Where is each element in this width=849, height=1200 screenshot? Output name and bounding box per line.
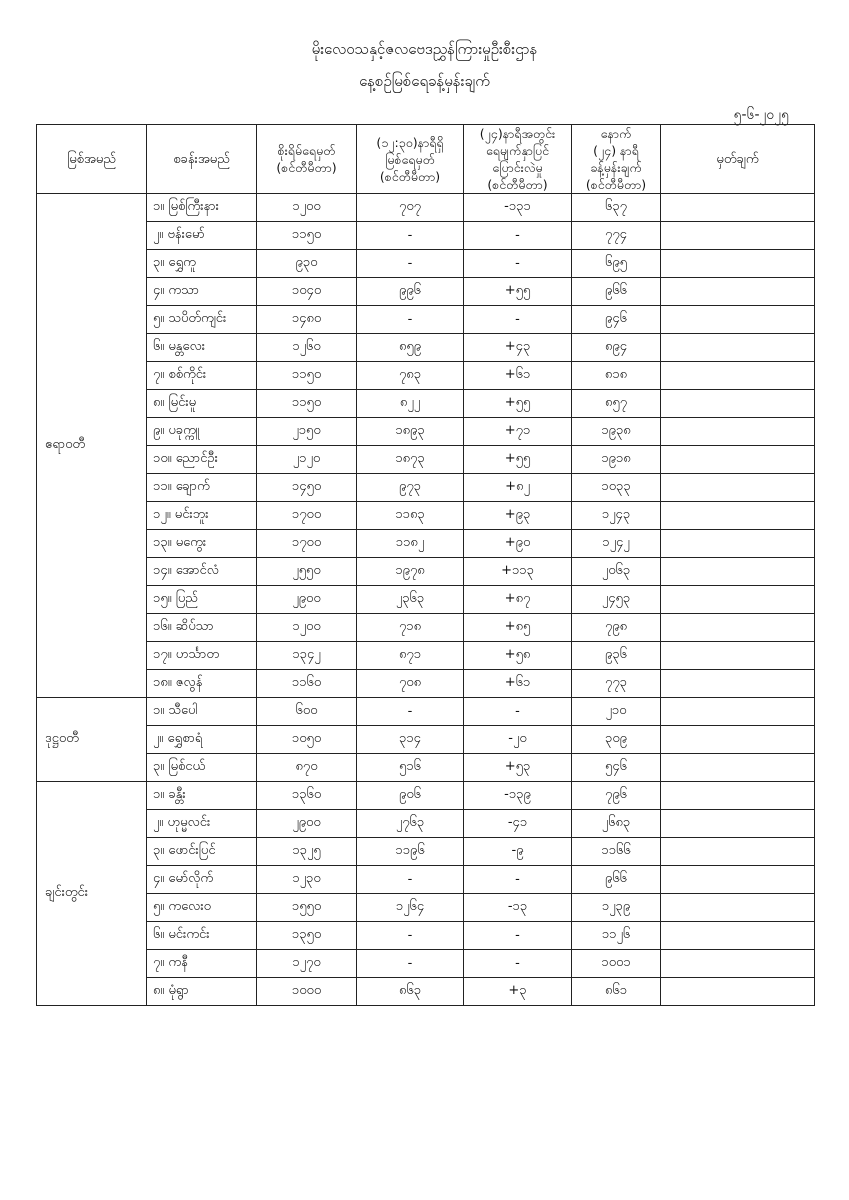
remark bbox=[661, 978, 815, 1006]
remark bbox=[661, 950, 815, 978]
remark bbox=[661, 194, 815, 222]
level-change: +၅၅ bbox=[464, 390, 572, 418]
level-change: +၅၅ bbox=[464, 446, 572, 474]
level-change: - bbox=[464, 922, 572, 950]
level-change: +၈၅ bbox=[464, 614, 572, 642]
danger-level: ၁၃၆၀ bbox=[257, 782, 357, 810]
station-name-header bbox=[147, 125, 257, 194]
forecast-level: ၁၂၄၂ bbox=[572, 530, 661, 558]
level-change: +၅၅ bbox=[464, 278, 572, 306]
forecast-level: ၁၂၄၃ bbox=[572, 502, 661, 530]
table-row bbox=[37, 642, 815, 670]
forecast-level: ၈၅၇ bbox=[572, 390, 661, 418]
danger-level: ၁၂၆၀ bbox=[257, 334, 357, 362]
station-name: ၅။ သပိတ်ကျင်း bbox=[147, 306, 257, 334]
station-name: ၁။ သီပေါ bbox=[147, 698, 257, 726]
station-name: ၂။ ရွှေစာရံ bbox=[147, 726, 257, 754]
danger-level: ၁၄၅၀ bbox=[257, 474, 357, 502]
header-line: မြစ်ရေမှတ် bbox=[385, 151, 435, 167]
forecast-level: ၇၇၃ bbox=[572, 670, 661, 698]
river-name-header bbox=[37, 125, 147, 194]
water-level: - bbox=[357, 922, 464, 950]
water-level: ၇၀၈ bbox=[357, 670, 464, 698]
forecast-level: ၆၃၇ bbox=[572, 194, 661, 222]
remark bbox=[661, 726, 815, 754]
remark bbox=[661, 810, 815, 838]
forecast-level: ၅၄၆ bbox=[572, 754, 661, 782]
header-line: (၂၄) နာရီ bbox=[593, 143, 639, 158]
danger-level: ၂၉၀၀ bbox=[257, 810, 357, 838]
table-row bbox=[37, 194, 815, 222]
level-change: -၁၃၁ bbox=[464, 194, 572, 222]
remark bbox=[661, 222, 815, 250]
station-name: ၁။ မြစ်ကြီးနား bbox=[147, 194, 257, 222]
forecast-level: ၂၄၅၃ bbox=[572, 586, 661, 614]
station-name: ၇။ စစ်ကိုင်း bbox=[147, 362, 257, 390]
level-change: +၇၁ bbox=[464, 418, 572, 446]
header-line: (စင်တီမီတာ) bbox=[585, 177, 647, 192]
danger-level: ၁၁၅၀ bbox=[257, 362, 357, 390]
remark bbox=[661, 698, 815, 726]
header-line: ရေမျက်နှာပြင် bbox=[485, 143, 550, 158]
level-change: +၃ bbox=[464, 978, 572, 1006]
forecast-level: ၁၁၂၆ bbox=[572, 922, 661, 950]
forecast-level: ၁၀၀၁ bbox=[572, 950, 661, 978]
forecast-level: ၁၉၃၈ bbox=[572, 418, 661, 446]
water-level: ၈၅၉ bbox=[357, 334, 464, 362]
forecast-level: ၇၉၈ bbox=[572, 614, 661, 642]
danger-level: ၁၂၀၀ bbox=[257, 614, 357, 642]
table-row bbox=[37, 614, 815, 642]
water-level-header bbox=[357, 125, 464, 194]
level-change: +၈၇ bbox=[464, 586, 572, 614]
forecast-24h-header bbox=[572, 125, 661, 194]
level-change: +၉၀ bbox=[464, 530, 572, 558]
danger-level: ၁၇၀၀ bbox=[257, 530, 357, 558]
level-change: -၄၁ bbox=[464, 810, 572, 838]
danger-level: ၁၀၅၀ bbox=[257, 726, 357, 754]
forecast-level: ၉၆၆ bbox=[572, 278, 661, 306]
forecast-level: ၈၉၄ bbox=[572, 334, 661, 362]
water-level: ၃၁၄ bbox=[357, 726, 464, 754]
remark bbox=[661, 558, 815, 586]
water-level: ၂၃၆၃ bbox=[357, 586, 464, 614]
table-row bbox=[37, 866, 815, 894]
water-level: ၇၈၃ bbox=[357, 362, 464, 390]
station-name: ၁၆။ ဆိပ်သာ bbox=[147, 614, 257, 642]
remarks-header bbox=[661, 125, 815, 194]
river-name: ဧရာဝတီ bbox=[37, 194, 147, 698]
table-row bbox=[37, 586, 815, 614]
header-line: (၁၂:၃၀)နာရီရှိ bbox=[376, 134, 444, 150]
danger-level: ၉၃၀ bbox=[257, 250, 357, 278]
station-name: ၂။ ဗန်းမော် bbox=[147, 222, 257, 250]
station-name: ၁၇။ ဟင်္သာတ bbox=[147, 642, 257, 670]
header-line: မြစ်အမည် bbox=[67, 151, 116, 167]
forecast-level: ၁၉၁၈ bbox=[572, 446, 661, 474]
table-row bbox=[37, 754, 815, 782]
remark bbox=[661, 362, 815, 390]
danger-level: ၂၁၅၀ bbox=[257, 418, 357, 446]
station-name: ၁။ ခန္တီး bbox=[147, 782, 257, 810]
danger-level: ၁၇၀၀ bbox=[257, 502, 357, 530]
level-change: +၄၃ bbox=[464, 334, 572, 362]
remark bbox=[661, 334, 815, 362]
water-level: ၁၁၉၆ bbox=[357, 838, 464, 866]
forecast-level: ၉၃၆ bbox=[572, 642, 661, 670]
table-row bbox=[37, 474, 815, 502]
water-level: ၉၇၃ bbox=[357, 474, 464, 502]
remark bbox=[661, 502, 815, 530]
level-change: +၅၃ bbox=[464, 754, 572, 782]
forecast-level: ၈၆၁ bbox=[572, 978, 661, 1006]
danger-level: ၁၃၄၂ bbox=[257, 642, 357, 670]
table-row bbox=[37, 334, 815, 362]
station-name: ၇။ ကနီ bbox=[147, 950, 257, 978]
remark bbox=[661, 866, 815, 894]
water-level: - bbox=[357, 306, 464, 334]
table-row bbox=[37, 978, 815, 1006]
header-line: မှတ်ချက် bbox=[716, 151, 759, 167]
forecast-level: ၂၁၀ bbox=[572, 698, 661, 726]
water-level: ၁၈၉၃ bbox=[357, 418, 464, 446]
station-name: ၁၈။ ဇလွန် bbox=[147, 670, 257, 698]
table-row bbox=[37, 838, 815, 866]
danger-level: ၂၉၀၀ bbox=[257, 586, 357, 614]
station-name: ၈။ မုံရွာ bbox=[147, 978, 257, 1006]
forecast-level: ၂၀၆၃ bbox=[572, 558, 661, 586]
table-row bbox=[37, 222, 815, 250]
level-change: +၅၈ bbox=[464, 642, 572, 670]
water-level: ၁၁၈၃ bbox=[357, 502, 464, 530]
table-row bbox=[37, 362, 815, 390]
header-line: (စင်တီမီတာ) bbox=[487, 177, 548, 192]
danger-level: ၁၃၅၀ bbox=[257, 922, 357, 950]
station-name: ၅။ ကလေးဝ bbox=[147, 894, 257, 922]
table-row bbox=[37, 278, 815, 306]
water-level: - bbox=[357, 866, 464, 894]
danger-level: ၁၂၇၀ bbox=[257, 950, 357, 978]
station-name: ၁၂။ မင်းဘူး bbox=[147, 502, 257, 530]
station-name: ၉။ ပခုက္ကူ bbox=[147, 418, 257, 446]
forecast-level: ၁၂၃၉ bbox=[572, 894, 661, 922]
level-change: - bbox=[464, 222, 572, 250]
danger-level: ၁၃၂၅ bbox=[257, 838, 357, 866]
station-name: ၁၃။ မကွေး bbox=[147, 530, 257, 558]
danger-level: ၁၂၃၀ bbox=[257, 866, 357, 894]
level-change: - bbox=[464, 306, 572, 334]
water-level: ၈၆၃ bbox=[357, 978, 464, 1006]
forecast-level: ၇၉၆ bbox=[572, 782, 661, 810]
station-name: ၄။ ကသာ bbox=[147, 278, 257, 306]
station-name: ၃။ မြစ်ငယ် bbox=[147, 754, 257, 782]
remark bbox=[661, 306, 815, 334]
header-line: (စင်တီမီတာ) bbox=[276, 160, 337, 175]
change-24h-header bbox=[464, 125, 572, 194]
remark bbox=[661, 922, 815, 950]
water-level: ၇၀၇ bbox=[357, 194, 464, 222]
water-level: ၉၀၆ bbox=[357, 782, 464, 810]
page-subtitle: နေ့စဉ်မြစ်ရေခန့်မှန်းချက် bbox=[359, 72, 490, 90]
station-name: ၆။ မင်းကင်း bbox=[147, 922, 257, 950]
remark bbox=[661, 278, 815, 306]
table-row bbox=[37, 670, 815, 698]
water-level: - bbox=[357, 950, 464, 978]
table-row bbox=[37, 502, 815, 530]
remark bbox=[661, 418, 815, 446]
header-line: စခန်းအမည် bbox=[173, 151, 230, 167]
water-level: ၁၈၇၃ bbox=[357, 446, 464, 474]
level-change: +၉၃ bbox=[464, 502, 572, 530]
station-name: ၂။ ဟုမ္မလင်း bbox=[147, 810, 257, 838]
remark bbox=[661, 586, 815, 614]
level-change: +၈၂ bbox=[464, 474, 572, 502]
danger-level: ၁၅၅၀ bbox=[257, 894, 357, 922]
level-change: - bbox=[464, 866, 572, 894]
header-line: ပြောင်းလဲမှု bbox=[492, 160, 543, 175]
level-change: +၆၁ bbox=[464, 362, 572, 390]
station-name: ၃။ ရွှေကူ bbox=[147, 250, 257, 278]
remark bbox=[661, 642, 815, 670]
water-level: ၁၉၇၈ bbox=[357, 558, 464, 586]
level-change: -၁၃ bbox=[464, 894, 572, 922]
water-level: ၇၁၈ bbox=[357, 614, 464, 642]
forecast-level: ၆၉၅ bbox=[572, 250, 661, 278]
danger-level: ၁၁၅၀ bbox=[257, 222, 357, 250]
table-row bbox=[37, 726, 815, 754]
danger-level: ၈၇၀ bbox=[257, 754, 357, 782]
level-change: +၁၁၃ bbox=[464, 558, 572, 586]
station-name: ၈။ မြင်းမူ bbox=[147, 390, 257, 418]
station-name: ၁၅။ ပြည် bbox=[147, 586, 257, 614]
level-change: -၁၃၉ bbox=[464, 782, 572, 810]
danger-level: ၁၁၅၀ bbox=[257, 390, 357, 418]
forecast-level: ၁၁၆၆ bbox=[572, 838, 661, 866]
table-row bbox=[37, 418, 815, 446]
remark bbox=[661, 250, 815, 278]
station-name: ၁၄။ အောင်လံ bbox=[147, 558, 257, 586]
level-change: - bbox=[464, 950, 572, 978]
level-change: -၉ bbox=[464, 838, 572, 866]
water-level: ၅၁၆ bbox=[357, 754, 464, 782]
remark bbox=[661, 530, 815, 558]
station-name: ၃။ ဖောင်းပြင် bbox=[147, 838, 257, 866]
table-row bbox=[37, 250, 815, 278]
level-change: -၂၀ bbox=[464, 726, 572, 754]
table-row bbox=[37, 558, 815, 586]
water-level: ၂၇၆၃ bbox=[357, 810, 464, 838]
remark bbox=[661, 390, 815, 418]
forecast-level: ၉၆၆ bbox=[572, 866, 661, 894]
remark bbox=[661, 782, 815, 810]
table-row bbox=[37, 950, 815, 978]
river-name: ဒုဋ္ဌဝတီ bbox=[37, 698, 147, 782]
forecast-level: ၇၇၄ bbox=[572, 222, 661, 250]
danger-level-header bbox=[257, 125, 357, 194]
table-row bbox=[37, 894, 815, 922]
station-name: ၁၁။ ချောက် bbox=[147, 474, 257, 502]
header-line: နောက် bbox=[600, 126, 632, 141]
danger-level: ၁၄၈၀ bbox=[257, 306, 357, 334]
header-line: ခန့်မှန်းချက် bbox=[590, 160, 642, 175]
water-level: ၉၉၆ bbox=[357, 278, 464, 306]
table-row bbox=[37, 782, 815, 810]
forecast-table bbox=[36, 124, 815, 1006]
station-name: ၄။ မော်လိုက် bbox=[147, 866, 257, 894]
danger-level: ၁၀၄၀ bbox=[257, 278, 357, 306]
station-name: ၁၀။ ညောင်ဦး bbox=[147, 446, 257, 474]
header-line: (၂၄)နာရီအတွင်း bbox=[479, 126, 556, 141]
level-change: - bbox=[464, 698, 572, 726]
table-row bbox=[37, 306, 815, 334]
water-level: ၈၂၂ bbox=[357, 390, 464, 418]
remark bbox=[661, 614, 815, 642]
water-level: - bbox=[357, 250, 464, 278]
danger-level: ၂၁၂၀ bbox=[257, 446, 357, 474]
header-line: (စင်တီမီတာ) bbox=[379, 168, 441, 184]
forecast-level: ၃၀၉ bbox=[572, 726, 661, 754]
table-row bbox=[37, 530, 815, 558]
remark bbox=[661, 670, 815, 698]
remark bbox=[661, 474, 815, 502]
water-level: ၈၇၁ bbox=[357, 642, 464, 670]
forecast-level: ၁၀၃၃ bbox=[572, 474, 661, 502]
danger-level: ၁၂၀၀ bbox=[257, 194, 357, 222]
danger-level: ၁၁၆၀ bbox=[257, 670, 357, 698]
level-change: +၆၁ bbox=[464, 670, 572, 698]
danger-level: ၆၀၀ bbox=[257, 698, 357, 726]
header-line: စိုးရိမ်ရေမှတ် bbox=[277, 143, 336, 158]
forecast-level: ၉၄၆ bbox=[572, 306, 661, 334]
table-row bbox=[37, 810, 815, 838]
table-row bbox=[37, 446, 815, 474]
table-header-row bbox=[37, 125, 815, 194]
table-row bbox=[37, 390, 815, 418]
danger-level: ၁၀၀၀ bbox=[257, 978, 357, 1006]
table-row bbox=[37, 922, 815, 950]
level-change: - bbox=[464, 250, 572, 278]
remark bbox=[661, 894, 815, 922]
forecast-level: ၈၁၈ bbox=[572, 362, 661, 390]
danger-level: ၂၅၅၀ bbox=[257, 558, 357, 586]
page-title: မိုးလေဝသနှင့်ဇလဗေဒညွှန်ကြားမှုဦးစီးဌာန bbox=[311, 40, 538, 58]
forecast-level: ၂၆၈၃ bbox=[572, 810, 661, 838]
remark bbox=[661, 446, 815, 474]
water-level: ၁၁၈၂ bbox=[357, 530, 464, 558]
remark bbox=[661, 838, 815, 866]
table-row bbox=[37, 698, 815, 726]
water-level: - bbox=[357, 222, 464, 250]
remark bbox=[661, 754, 815, 782]
water-level: - bbox=[357, 698, 464, 726]
report-date: ၅-၆-၂၀၂၅ bbox=[733, 107, 789, 123]
water-level: ၁၂၆၄ bbox=[357, 894, 464, 922]
station-name: ၆။ မန္တလေး bbox=[147, 334, 257, 362]
river-name: ချင်းတွင်း bbox=[37, 782, 147, 1006]
